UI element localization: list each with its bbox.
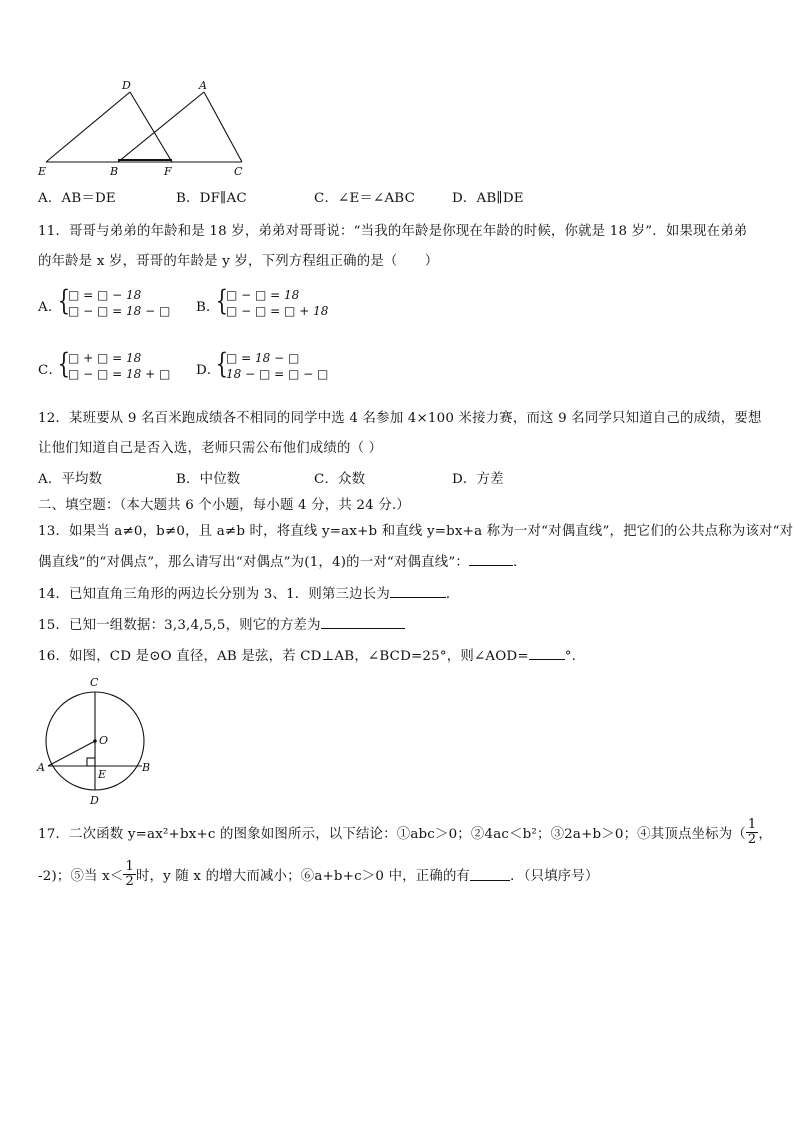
q13-line1: 13．如果当 a≠0，b≠0，且 a≠b 时，将直线 y=ax+b 和直线 y=bx+a 称为一对“对偶直线”，把它们的公共点称为该对“对 (38, 524, 794, 539)
q10-option-a: A．AB＝DE (38, 191, 116, 206)
fraction-numerator: 1 (125, 859, 134, 874)
fraction-denominator: 2 (125, 874, 134, 889)
brace-icon: { (57, 347, 71, 380)
q11-option-a-system (68, 287, 170, 319)
brace-icon: { (215, 347, 229, 380)
q12-line2: 让他们知道自己是否入选，老师只需公布他们成绩的（ ） (38, 441, 383, 456)
q12-option-b: B．中位数 (176, 472, 241, 487)
fraction-denominator: 2 (747, 832, 757, 847)
q15-text: 15．已知一组数据：3,3,4,5,5，则它的方差为 (38, 618, 321, 633)
circle-figure (34, 674, 154, 808)
answer-blank (469, 553, 513, 566)
q17-line1 (38, 818, 772, 847)
q16-end: °. (564, 649, 577, 664)
q12-option-d: D．方差 (452, 472, 504, 487)
brace-icon: { (215, 284, 229, 317)
q11-line1: 11．哥哥与弟弟的年龄和是 18 岁，弟弟对哥哥说：“当我的年龄是你现在年龄的时候，你就是 18 岁”．如果现在弟弟 (38, 224, 748, 239)
q16-text: 16．如图，CD 是⊙O 直径，AB 是弦，若 CD⊥AB，∠BCD=25°，则∠AOD= (38, 649, 529, 664)
q16 (38, 645, 576, 664)
q11-option-d-label: D． (196, 363, 221, 378)
equation: □ − □ = 18 (226, 288, 300, 302)
brace-icon: { (57, 284, 71, 317)
q12-option-c: C．众数 (314, 472, 366, 487)
q14-end: ． (445, 587, 460, 602)
q17-end: ．（只填序号） (510, 869, 599, 884)
q11-line2: 的年龄是 x 岁，哥哥的年龄是 y 岁，下列方程组正确的是（ ） (38, 254, 439, 269)
label-C: C (234, 165, 243, 178)
label-F: F (164, 165, 172, 178)
q13-end: . (512, 555, 518, 570)
q11-option-a-label: A． (38, 300, 62, 315)
q17-text: 17．二次函数 y=ax²+bx+c 的图象如图所示，以下结论：①abc＞0；②4ac＜b²；③2a+b＞0；④其顶点坐标为（ (38, 827, 746, 842)
equation: □ = □ − 18 (68, 288, 142, 302)
fraction (123, 860, 135, 889)
q14 (38, 583, 460, 602)
q17-comma: ， (758, 827, 772, 842)
q12-option-a: A．平均数 (38, 472, 103, 487)
answer-blank (470, 868, 510, 881)
equation: □ = 18 − □ (226, 351, 300, 365)
q12-line1: 12．某班要从 9 名百米跑成绩各不相同的同学中选 4 名参加 4×100 米接力赛，而这 9 名同学只知道自己的成绩，要想 (38, 411, 762, 426)
q10-option-d: D．AB∥DE (452, 191, 524, 206)
fraction-numerator: 1 (747, 817, 757, 832)
q11-option-c-label: C． (38, 363, 63, 378)
triangles-figure (34, 76, 250, 180)
equation: □ + □ = 18 (68, 351, 142, 365)
equation: 18 − □ = □ − □ (226, 367, 329, 381)
q11-option-c-system (68, 350, 170, 382)
q10-option-b: B．DF∥AC (176, 191, 247, 206)
label-B: B (110, 165, 119, 178)
section-heading: 二、填空题：（本大题共 6 个小题，每小题 4 分，共 24 分.） (38, 498, 410, 513)
q11-option-b-label: B． (196, 300, 220, 315)
answer-blank (321, 616, 405, 629)
q10-option-c: C．∠E＝∠ABC (314, 191, 416, 206)
q14-text: 14．已知直角三角形的两边长分别为 3、1．则第三边长为 (38, 587, 390, 602)
q11-option-d-system (226, 350, 328, 382)
answer-blank (390, 585, 446, 598)
label-B: B (142, 761, 151, 774)
label-D: D (122, 79, 131, 92)
label-O: O (99, 734, 109, 747)
answer-blank (529, 647, 565, 660)
label-D: D (90, 794, 99, 807)
q17-text: -2)；⑤当 x＜ (38, 869, 124, 884)
q15 (38, 614, 405, 633)
fraction (746, 818, 758, 847)
q11-option-b-system (226, 287, 328, 319)
label-E: E (98, 768, 107, 781)
label-C: C (90, 676, 99, 689)
q17-line2 (38, 860, 599, 889)
label-E: E (38, 165, 47, 178)
equation: □ − □ = □ + 18 (226, 304, 329, 318)
q13-text: 偶直线”的“对偶点”，那么请写出“对偶点”为(1，4)的一对“对偶直线”： (38, 555, 469, 570)
q17-text: 时，y 随 x 的增大而减小；⑥a+b+c＞0 中，正确的有 (135, 869, 471, 884)
label-A: A (37, 761, 45, 774)
label-A: A (199, 79, 207, 92)
equation: □ − □ = 18 − □ (68, 304, 171, 318)
q13-line2 (38, 551, 517, 570)
equation: □ − □ = 18 + □ (68, 367, 171, 381)
